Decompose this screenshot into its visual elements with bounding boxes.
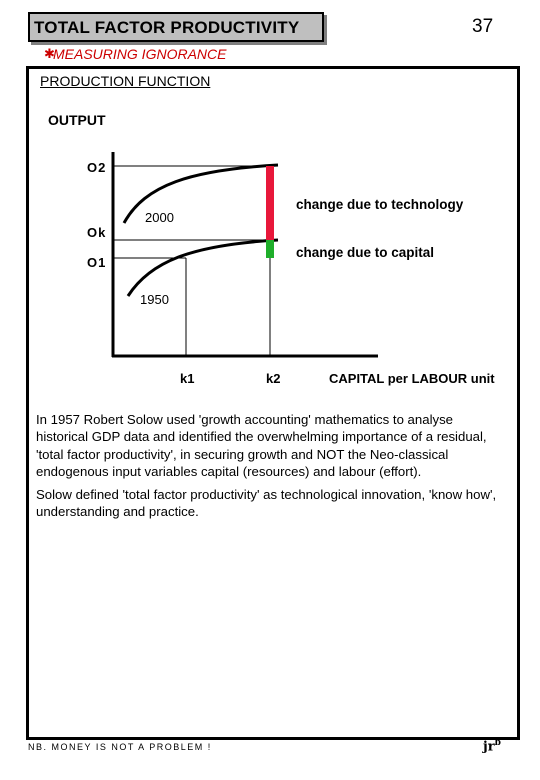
subtitle: MEASURING IGNORANCE: [53, 46, 227, 62]
initials-superscript: b: [494, 738, 501, 748]
y-tick-o1: O1: [87, 255, 107, 270]
capital-change-bar: [266, 240, 274, 258]
technology-annotation: change due to technology: [296, 197, 464, 212]
initials-text: jr: [483, 739, 495, 755]
capital-annotation: change due to capital: [296, 245, 435, 260]
technology-change-bar: [266, 166, 274, 240]
x-tick-k1: k1: [180, 371, 195, 386]
paragraph-solow-definition: Solow defined 'total factor productivity' as technological innovation, 'know how', understanding and practice.: [36, 487, 497, 520]
footer-note: NB. MONEY IS NOT A PROBLEM !: [28, 742, 212, 752]
star-bullet-icon: ✱: [44, 46, 55, 61]
x-axis-label: CAPITAL per LABOUR unit: [329, 371, 495, 386]
page-title: TOTAL FACTOR PRODUCTIVITY: [34, 18, 300, 37]
curve-label-1950: 1950: [140, 292, 169, 307]
page-number: 37: [472, 16, 494, 37]
curve-1950: [128, 240, 278, 296]
x-tick-k2: k2: [266, 371, 281, 386]
curve-label-2000: 2000: [145, 210, 174, 225]
y-tick-ok: Ok: [87, 225, 107, 240]
author-initials: [483, 738, 501, 754]
section-heading: PRODUCTION FUNCTION: [40, 73, 211, 89]
paragraph-solow-1957: In 1957 Robert Solow used 'growth accounting' mathematics to analyse historical GDP data and identified the overwhelming importance of a residual, 'total factor productivity', in securing growth and NOT the Neo-classical endogenous input variables capital (resources) and labour (effort).: [36, 412, 487, 479]
y-tick-o2: O2: [87, 160, 107, 175]
y-axis-label: OUTPUT: [48, 112, 106, 128]
